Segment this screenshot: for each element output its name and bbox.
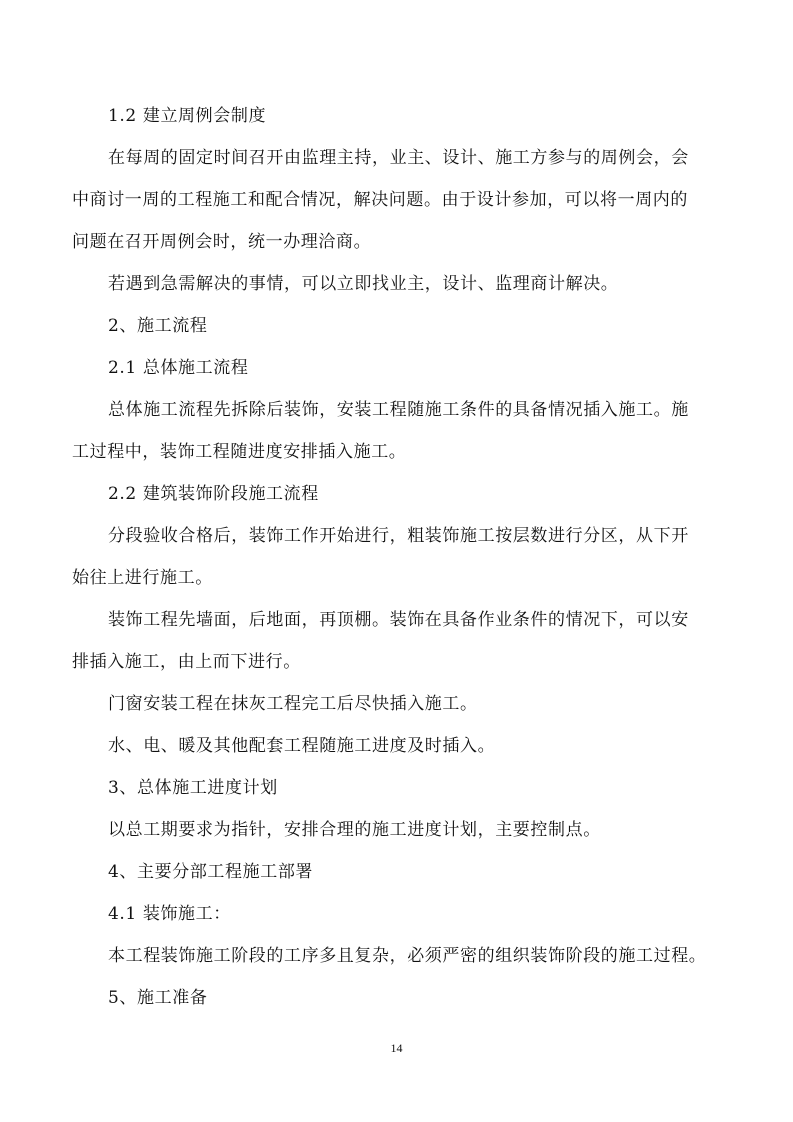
paragraph-text: 水、电、暖及其他配套工程随施工进度及时插入。: [108, 736, 496, 756]
section-heading-2-1: 2.1 总体施工流程: [108, 358, 249, 378]
section-heading-1-2: 1.2 建立周例会制度: [108, 106, 267, 126]
paragraph-text: 总体施工流程先拆除后装饰，安装工程随施工条件的具备情况插入施工。施: [108, 400, 689, 420]
paragraph-text: 问题在召开周例会时，统一办理洽商。: [72, 232, 372, 252]
paragraph-text: 若遇到急需解决的事情，可以立即找业主，设计、监理商计解决。: [108, 274, 619, 294]
section-heading-4: 4、主要分部工程施工部署: [108, 862, 314, 882]
paragraph-text: 本工程装饰施工阶段的工序多且复杂，必须严密的组织装饰阶段的施工过程。: [108, 946, 707, 966]
paragraph-text: 中商讨一周的工程施工和配合情况，解决问题。由于设计参加，可以将一周内的: [72, 190, 688, 210]
paragraph-text: 以总工期要求为指针，安排合理的施工进度计划，主要控制点。: [108, 820, 601, 840]
paragraph-text: 工过程中，装饰工程随进度安排插入施工。: [72, 442, 407, 462]
section-heading-2: 2、施工流程: [108, 316, 208, 336]
paragraph-text: 排插入施工，由上而下进行。: [72, 652, 301, 672]
section-heading-4-1: 4.1 装饰施工：: [108, 904, 231, 924]
paragraph-text: 始往上进行施工。: [72, 568, 213, 588]
page-number: 14: [390, 1041, 403, 1055]
section-heading-3: 3、总体施工进度计划: [108, 778, 278, 798]
paragraph-text: 门窗安装工程在抹灰工程完工后尽快插入施工。: [108, 694, 478, 714]
paragraph-text: 装饰工程先墙面，后地面，再顶棚。装饰在具备作业条件的情况下，可以安: [108, 610, 689, 630]
section-heading-5: 5、施工准备: [108, 988, 208, 1008]
paragraph-text: 在每周的固定时间召开由监理主持，业主、设计、施工方参与的周例会，会: [108, 148, 689, 168]
section-heading-2-2: 2.2 建筑装饰阶段施工流程: [108, 484, 319, 504]
paragraph-text: 分段验收合格后，装饰工作开始进行，粗装饰施工按层数进行分区，从下开: [108, 526, 689, 546]
